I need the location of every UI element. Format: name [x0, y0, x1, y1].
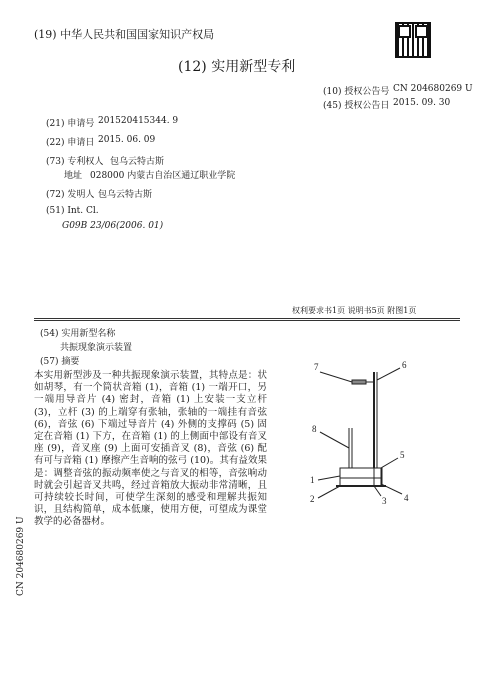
sound-box [340, 468, 382, 486]
publication-date: 2015. 09. 30 [393, 98, 451, 108]
guide-plate [374, 468, 381, 486]
int-cl-code: G09B 23/06(2006. 01) [62, 221, 164, 231]
utility-model-title: 共振现象演示装置 [60, 343, 133, 353]
leader-7 [320, 372, 352, 382]
page-count-info: 权利要求书1页 说明书5页 附图1页 [292, 306, 417, 315]
leader-8 [320, 432, 349, 448]
figure-label-8: 8 [312, 424, 317, 434]
abstract-text: 本实用新型涉及一种共振现象演示装置，其特点是：状如胡琴，有一个筒状音箱 (1)，音箱 (1) 一端开口，另一端用导音片 (4) 密封，音箱 (1) 上安装一支立杆 (3)，立杆 (3) 的上端穿有张轴，张轴的一端挂有音弦 (6)，音弦 (6) 下端过导音片 (4) 外侧的支撑码 (5) 固定在音箱 (1) 下方，在音箱 (1) 的上侧面中部设有音叉座 (9)，音叉座 (9) 上面可安插音叉 (8)，音弦 (6) 配有可与音箱 (1) 摩擦产生音响的弦弓 (10)。其有益效果是：调整音弦的振动频率使之与音叉的相等，音弦响动时就会引起音叉共鸣，经过音箱放大振动非常清晰，且可持续较长时间，可使学生深刻的感受和理解共振知识，且结构简单，成本低廉，使用方便，可望成为课堂教学的必备器材。 [34, 370, 267, 528]
figure-label-1: 1 [310, 475, 315, 485]
leader-5 [381, 458, 398, 468]
document-type: (12) 实用新型专利 [178, 59, 296, 75]
leader-6 [377, 368, 400, 380]
figure-label-7: 7 [314, 362, 319, 372]
application-date: 2015. 06. 09 [98, 135, 156, 145]
address-label: 地址 [64, 171, 83, 181]
leader-1 [318, 476, 340, 480]
figure-label-4: 4 [404, 493, 409, 503]
figure-label-3: 3 [382, 496, 387, 506]
leader-4 [381, 484, 402, 494]
figure-label-5: 5 [400, 450, 405, 460]
abstract-label: (57) 摘要 [40, 357, 80, 367]
leader-3 [374, 486, 381, 496]
leader-2 [318, 486, 340, 498]
publication-number-label: (10) 授权公告号 [323, 87, 390, 97]
application-number: 201520415344. 9 [98, 116, 179, 126]
office-name: (19) 中华人民共和国国家知识产权局 [34, 28, 215, 41]
patentee-label: (73) 专利权人 [46, 157, 104, 167]
application-number-label: (21) 申请号 [46, 119, 95, 129]
figure-label-2: 2 [310, 494, 315, 504]
inventor-label: (72) 发明人 [46, 190, 95, 200]
int-cl-label: (51) Int. Cl. [46, 206, 99, 216]
tension-peg [352, 380, 366, 384]
publication-date-label: (45) 授权公告日 [323, 101, 390, 111]
inventor: 包乌云特古斯 [98, 190, 153, 200]
title-label: (54) 实用新型名称 [40, 329, 116, 339]
address: 028000 内蒙古自治区通辽职业学院 [90, 171, 236, 181]
publication-number: CN 204680269 U [393, 84, 473, 94]
patentee: 包乌云特古斯 [110, 157, 165, 167]
application-date-label: (22) 申请日 [46, 138, 95, 148]
figure-label-6: 6 [402, 360, 407, 370]
side-publication-number: CN 204680269 U [16, 516, 26, 596]
